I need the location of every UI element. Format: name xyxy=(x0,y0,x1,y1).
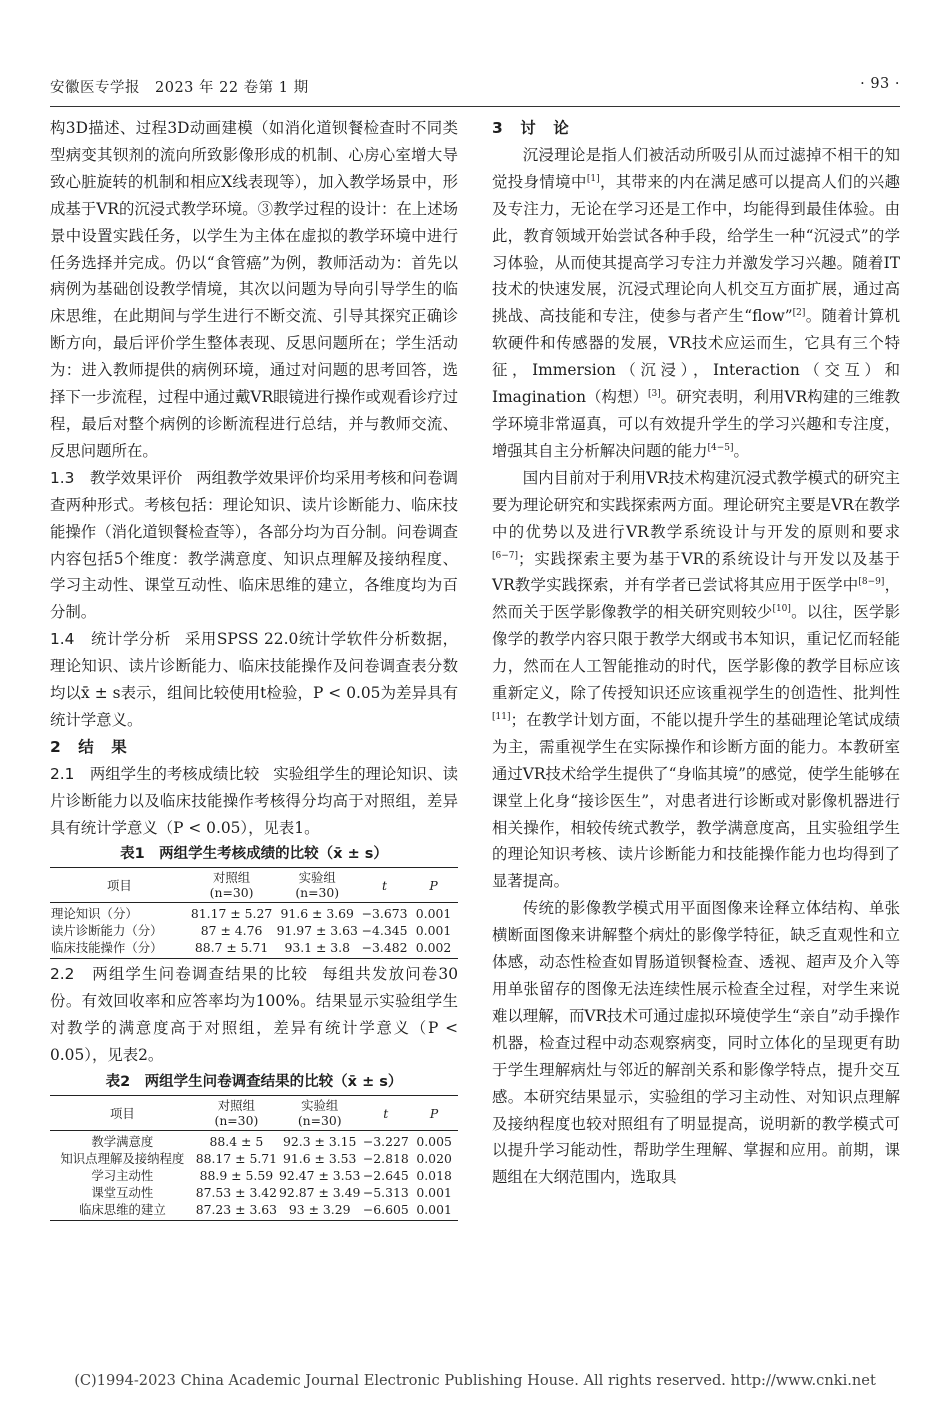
discussion-paragraph-2: 国内目前对于利用VR技术构建沉浸式教学模式的研究主要为理论研究和实践探索两方面。理论研究主要是VR在教学中的优势以及进行VR教学系统设计与开发的原则和要求[6−7]；实践探索主要为基于VR的系统设计与开发以及基于VR教学实践探索，并有学者已尝试将其应用于医学中[8−9]，然而关于医学影像教学的相关研究则较少[10]。以往，医学影像学的教学内容只限于教学大纲或书本知识，重记忆而轻能力，然而在人工智能推动的时代，医学影像的教学目标应该重新定义，除了传授知识还应该重视学生的创造性、批判性[11]；在教学计划方面，不能以提升学生的基础理论笔试成绩为主，需重视学生在实际操作和诊断方面的能力。本教研室通过VR技术给学生提供了“身临其境”的感觉，使学生能够在课堂上化身“接诊医生”，对患者进行诊断或对影像机器进行相关操作，相较传统式教学，教学满意度高，且实验组学生的理论知识考核、读片诊断能力和技能操作能力也均得到了显著提高。 xyxy=(492,468,900,891)
discussion-paragraph-3: 传统的影像教学模式用平面图像来诠释立体结构、单张横断面图像来讲解整个病灶的影像学特征，缺乏直观性和立体感，动态性检查如胃肠道钡餐检查、透视、超声及介入等用单张留存的图像无法连续性展示检查全过程，对学生来说难以理解，而VR技术可通过虚拟环境使学生“亲自”动手操作机器，检查过程中动态观察病变，同时立体化的呈现更有助于学生理解病灶与邻近的解剖关系和影像学特点，提升交互感。本研究结果显示，实验组的学习主动性、对知识点理解及接纳程度也较对照组有了明显提高，说明新的教学模式可以提升学习能动性，帮助学生理解、掌握和应用。前期，课题组在大纲范围内，选取具 xyxy=(492,899,900,1187)
citation: [1] xyxy=(586,173,600,184)
right-column xyxy=(492,115,900,1191)
page-number: · 93 · xyxy=(860,76,900,92)
table-row: 读片诊断能力（分） 87 ± 4.76 91.97 ± 3.63 −4.345 0.001 xyxy=(51,923,452,939)
col-item: 项目 xyxy=(50,1096,195,1131)
section-heading-discussion: 3 讨 论 xyxy=(492,119,570,137)
col-p: P xyxy=(410,1096,458,1131)
table-row: 教学满意度 88.4 ± 5 92.3 ± 3.15 −3.227 0.005 xyxy=(91,1134,452,1150)
col-control: 对照组 (n=30) xyxy=(189,868,275,903)
citation: [6−7] xyxy=(492,550,519,561)
col-control: 对照组 (n=30) xyxy=(195,1096,278,1131)
col-t: t xyxy=(361,1096,410,1131)
table-row: 临床技能操作（分） 88.7 ± 5.71 93.1 ± 3.8 −3.482 0.002 xyxy=(51,940,452,956)
citation: [11] xyxy=(492,711,511,722)
table-header-row xyxy=(50,1096,458,1131)
citation: [4−5] xyxy=(707,442,734,453)
citation: [2] xyxy=(792,308,806,319)
col-item: 项目 xyxy=(50,868,189,903)
discussion-paragraph-1: 沉浸理论是指人们被活动所吸引从而过滤掉不相干的知觉投身情境中[1]，其带来的内在满足感可以提高人们的兴趣及专注力，无论在学习还是工作中，均能得到最佳体验。由此，教育领域开始尝试各种手段，给学生一种“沉浸式”的学习体验，从而使其提高学习专注力并激发学习兴趣。随着IT技术的快速发展，沉浸式理论向人机交互方面扩展，通过高挑战、高技能和专注，使参与者产生“flow”[2]。随着计算机软硬件和传感器的发展，VR技术应运而生，它具有三个特征，Immersion（沉浸），Interaction（交互）和Imagination（构想）[3]。研究表明，利用VR构建的三维教学环境非常逼真，可以有效提升学生的学习兴趣和专注度，增强其自主分析解决问题的能力[4−5]。 xyxy=(492,145,901,460)
table2-caption: 表2 两组学生问卷调查结果的比较（x̄ ± s） xyxy=(105,1074,403,1091)
table-row: 课堂互动性 87.53 ± 3.42 92.87 ± 3.49 −5.313 0.001 xyxy=(91,1185,452,1201)
section-2-2 xyxy=(50,961,458,1069)
section-2-1 xyxy=(50,761,458,842)
table-row: 知识点理解及接纳程度 88.17 ± 5.71 91.6 ± 3.53 −2.818 0.020 xyxy=(60,1151,452,1167)
col-experiment: 实验组 (n=30) xyxy=(278,1096,361,1131)
section-1-4 xyxy=(50,626,458,734)
table2 xyxy=(50,1095,458,1221)
citation: [10] xyxy=(772,604,791,615)
table-row: 临床思维的建立 87.23 ± 3.63 93 ± 3.29 −6.605 0.001 xyxy=(78,1202,452,1218)
subsection-heading: 2.1 两组学生的考核成绩比较 xyxy=(50,764,260,783)
table-row: 学习主动性 88.9 ± 5.59 92.47 ± 3.53 −2.645 0.018 xyxy=(91,1168,452,1184)
citation: [8−9] xyxy=(858,577,885,588)
subsection-heading: 1.3 教学效果评价 xyxy=(50,468,183,487)
left-column xyxy=(50,115,458,1223)
col-t: t xyxy=(360,868,409,903)
subsection-heading: 1.4 统计学分析 xyxy=(50,630,171,649)
col-p: P xyxy=(409,868,458,903)
section-heading-results: 2 结 果 xyxy=(50,737,128,756)
citation: [3] xyxy=(647,388,661,399)
section-1-3 xyxy=(50,465,458,626)
table-header-row xyxy=(50,868,458,903)
table1 xyxy=(50,867,458,959)
header-rule xyxy=(50,106,900,107)
paragraph-continued: 构3D描述、过程3D动画建模（如消化道钡餐检查时不同类型病变其钡剂的流向所致影像形成的机制、心房心室增大导致心脏旋转的机制和相应X线表现等），加入教学场景中，形成基于VR的沉浸式教学环境。③教学过程的设计：在上述场景中设置实践任务，以学生为主体在虚拟的教学环境中进行任务选择并完成。仍以“食管癌”为例，教师活动为：首先以病例为基础创设教学情境，其次以问题为导向引导学生的临床思维，在此期间与学生进行不断交流、引导其探究正确诊断方向，最后评价学生整体表现、反思问题所在；学生活动为：进入教师提供的病例环境，通过对问题的思考回答，选择下一步流程，过程中通过戴VR眼镜进行操作或观看诊疗过程，最后对整个病例的诊断流程进行总结，并与教师交流、反思问题所在。 xyxy=(50,119,458,460)
subsection-text: 每组共发放问卷30份。有效回收率和应答率均为100%。结果显示实验组学生对教学的满意度高于对照组，差异有统计学意义（P < 0.05），见表2。 xyxy=(50,965,458,1065)
subsection-heading: 2.2 两组学生问卷调查结果的比较 xyxy=(50,965,309,984)
journal-header: 安徽医专学报 2023 年 22 卷第 1 期 xyxy=(50,80,309,96)
col-experiment: 实验组 (n=30) xyxy=(274,868,360,903)
table1-caption: 表1 两组学生考核成绩的比较（x̄ ± s） xyxy=(120,846,388,863)
subsection-text: 两组教学效果评价均采用考核和问卷调查两种形式。考核包括：理论知识、读片诊断能力、临床技能操作（消化道钡餐检查等），各部分均为百分制。问卷调查内容包括5个维度：教学满意度、知识点理解及接纳程度、学习主动性、课堂互动性、临床思维的建立，各维度均为百分制。 xyxy=(50,468,458,622)
subsection-text: 实验组学生的理论知识、读片诊断能力以及临床技能操作考核得分均高于对照组，差异具有统计学意义（P < 0.05），见表1。 xyxy=(50,764,458,837)
subsection-text: 采用SPSS 22.0统计学软件分析数据，理论知识、读片诊断能力、临床技能操作及问卷调查表分数均以x̄ ± s表示，组间比较使用t检验，P < 0.05为差异具有统计学意义。 xyxy=(50,630,458,729)
table-row: 理论知识（分） 81.17 ± 5.27 91.6 ± 3.69 −3.673 0.001 xyxy=(51,906,452,922)
copyright-footer: (C)1994-2023 China Academic Journal Electronic Publishing House. All rights reserved. http://www.cnki.net xyxy=(74,1372,876,1389)
